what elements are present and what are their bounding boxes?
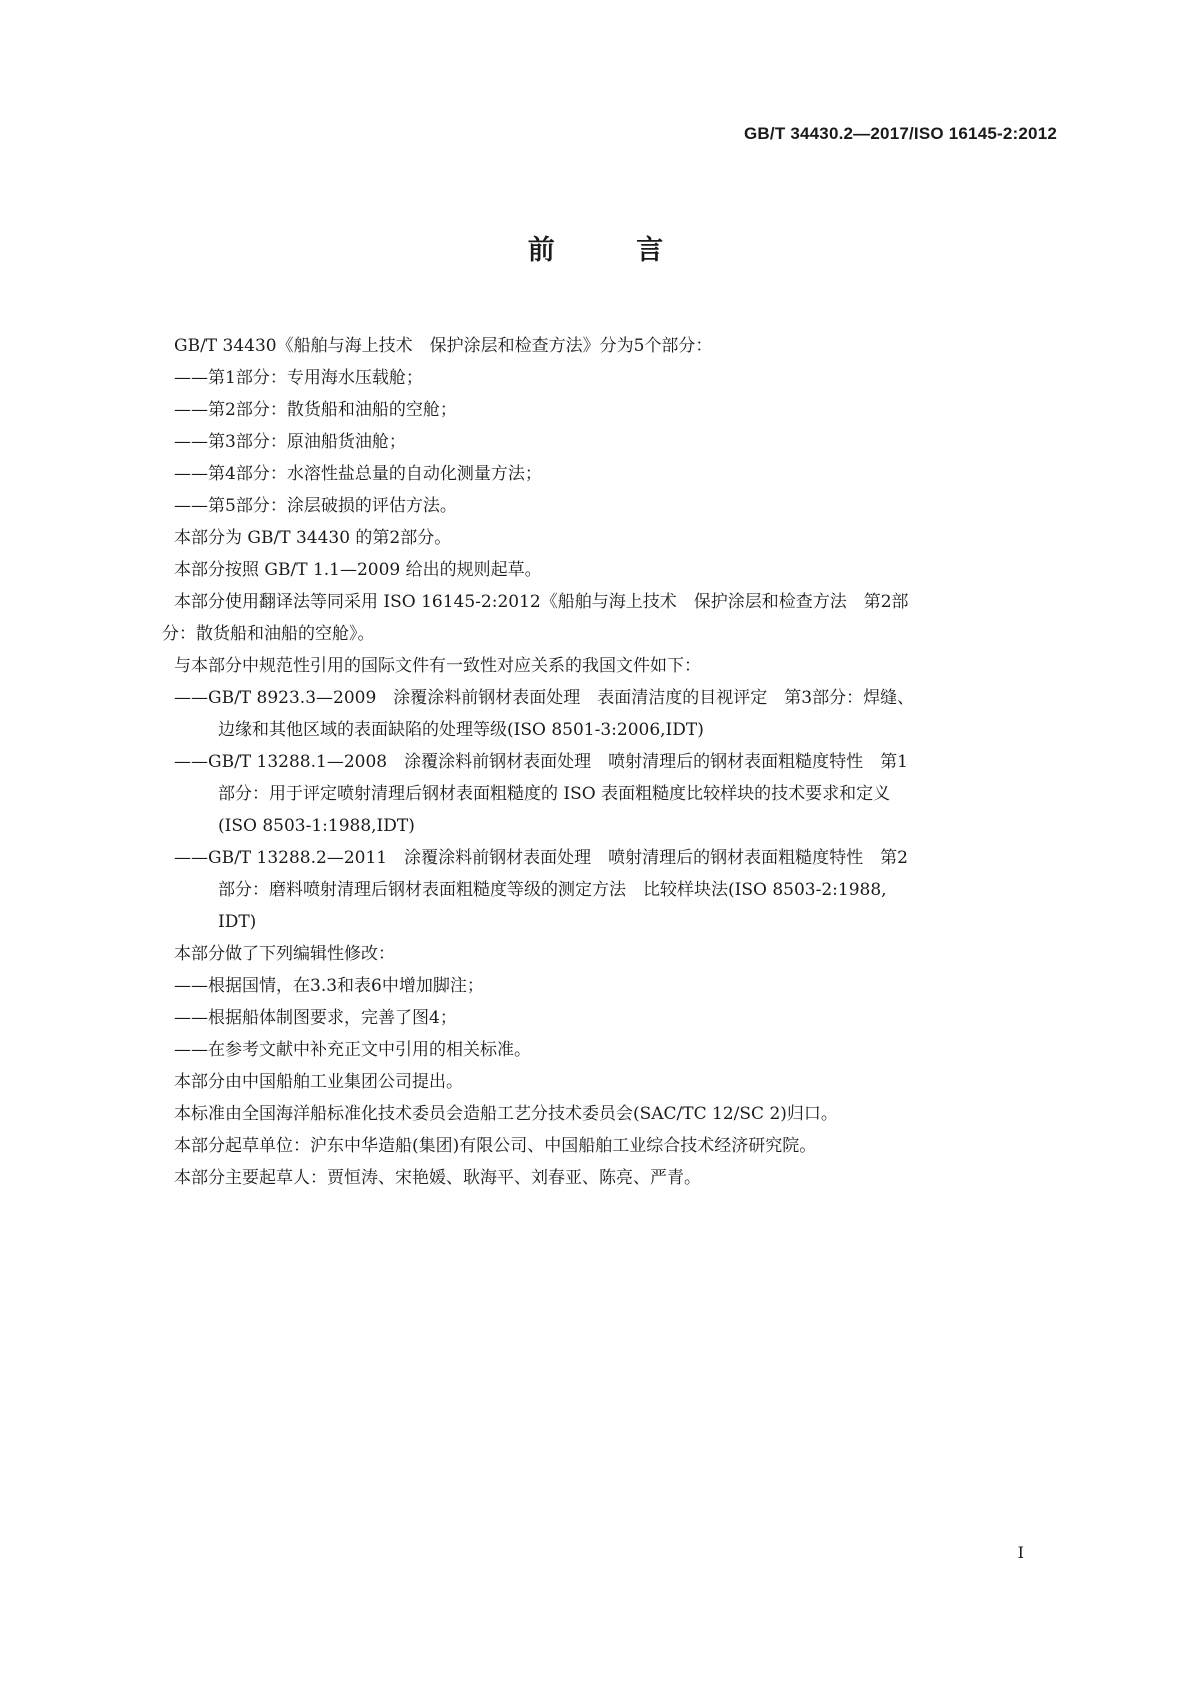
paragraph-drafting-units: 本部分起草单位：沪东中华造船(集团)有限公司、中国船舶工业综合技术经济研究院。	[174, 1136, 817, 1156]
foreword-body	[162, 330, 1056, 1194]
edit-item: ——根据船体制图要求，完善了图4；	[174, 1008, 457, 1028]
paragraph-drafters: 本部分主要起草人：贾恒涛、宋艳媛、耿海平、刘春亚、陈亮、严青。	[174, 1168, 701, 1188]
list-item: ——第4部分：水溶性盐总量的自动化测量方法；	[174, 464, 542, 484]
paragraph-drafting-rules: 本部分按照 GB/T 1.1—2009 给出的规则起草。	[174, 560, 542, 580]
list-item: ——第3部分：原油船货油舱；	[174, 432, 406, 452]
paragraph-adoption-line2: 分：散货船和油船的空舱》。	[162, 624, 375, 644]
page-title: 前 言	[527, 235, 700, 266]
paragraph-edits-intro: 本部分做了下列编辑性修改：	[174, 944, 395, 964]
reference-item: ——GB/T 13288.1—2008 涂覆涂料前钢材表面处理 喷射清理后的钢材表面粗糙度特性 第1	[174, 752, 908, 772]
standard-code-header: GB/T 34430.2—2017/ISO 16145-2:2012	[744, 124, 1057, 143]
list-item: ——第2部分：散货船和油船的空舱；	[174, 400, 457, 420]
reference-continuation: 部分：磨料喷射清理后钢材表面粗糙度等级的测定方法 比较样块法(ISO 8503-2:1988,	[218, 880, 887, 900]
edit-item: ——根据国情，在3.3和表6中增加脚注；	[174, 976, 484, 996]
paragraph-proposer: 本部分由中国船舶工业集团公司提出。	[174, 1072, 463, 1092]
list-item: ——第5部分：涂层破损的评估方法。	[174, 496, 457, 516]
edit-item: ——在参考文献中补充正文中引用的相关标准。	[174, 1040, 531, 1060]
paragraph-intro: GB/T 34430《船舶与海上技术 保护涂层和检查方法》分为5个部分：	[174, 336, 713, 356]
reference-continuation: 边缘和其他区域的表面缺陷的处理等级(ISO 8501-3:2006,IDT)	[218, 720, 704, 740]
reference-item: ——GB/T 13288.2—2011 涂覆涂料前钢材表面处理 喷射清理后的钢材表面粗糙度特性 第2	[174, 848, 908, 868]
list-item: ——第1部分：专用海水压载舱；	[174, 368, 423, 388]
paragraph-part-number: 本部分为 GB/T 34430 的第2部分。	[174, 528, 452, 548]
reference-continuation: IDT)	[218, 912, 257, 932]
paragraph-centralized: 本标准由全国海洋船标准化技术委员会造船工艺分技术委员会(SAC/TC 12/SC 2)归口。	[174, 1104, 838, 1124]
reference-continuation: 部分：用于评定喷射清理后钢材表面粗糙度的 ISO 表面粗糙度比较样块的技术要求和定义	[218, 784, 891, 804]
reference-continuation: (ISO 8503-1:1988,IDT)	[218, 816, 415, 836]
paragraph-correspondence: 与本部分中规范性引用的国际文件有一致性对应关系的我国文件如下：	[174, 656, 701, 676]
paragraph-adoption-line1: 本部分使用翻译法等同采用 ISO 16145-2:2012《船舶与海上技术 保护涂层和检查方法 第2部	[174, 592, 909, 612]
reference-item: ——GB/T 8923.3—2009 涂覆涂料前钢材表面处理 表面清洁度的目视评定 第3部分：焊缝、	[174, 688, 915, 708]
page-number: I	[1017, 1543, 1024, 1562]
